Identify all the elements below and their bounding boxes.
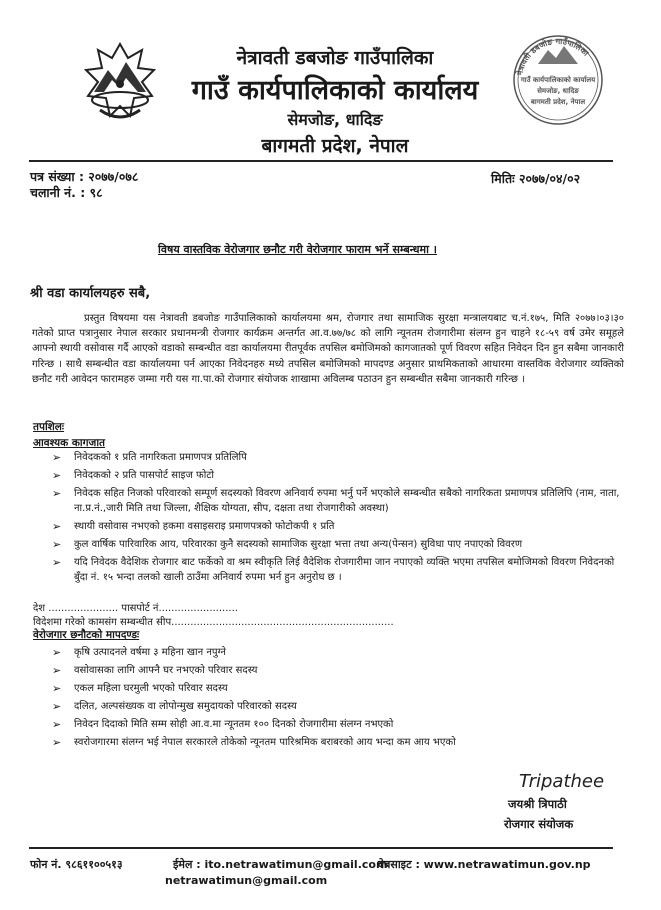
details-heading: तपशिलः [33, 421, 65, 433]
reference-number: पत्र संख्या : २०७७/०७८ [30, 169, 139, 184]
foreign-skill-fill-line: विदेशमा गरेको कामसंग सम्बन्धीत सीप...................................................................... [33, 617, 394, 628]
arrow-bullet-icon: ➢ [52, 487, 62, 500]
list-item: ➢ निवेदन दिदाको मिति सम्म सोही आ.व.मा न्यूनतम १०० दिनको रोजगारीमा संलग्न नभएको [52, 718, 394, 731]
seal-line-3: बागमती प्रदेश, नेपाल [530, 98, 586, 106]
footer-divider [29, 847, 613, 849]
list-item: ➢ वसोवासका लागि आफ्नै घर नभएको परिवार सदस्य [52, 664, 258, 677]
list-item: ➢ कुल वार्षिक पारिवारिक आय, परिवारका कुनै सदस्यको सामाजिक सुरक्षा भत्ता तथा अन्य(पेन्सन) सुविधा पाए नपाएको विवरण [52, 538, 523, 551]
seal-line-2: सेमजोङ, धादिङ [537, 87, 579, 95]
dispatch-number: चलानी नं. : ९८ [30, 185, 103, 200]
arrow-bullet-icon: ➢ [52, 718, 62, 731]
signatory-name: जयश्री त्रिपाठी [508, 797, 567, 811]
arrow-bullet-icon: ➢ [52, 556, 62, 569]
list-item: ➢ कृषि उत्पादनले वर्षमा ३ महिना खान नपुग्ने [52, 646, 226, 659]
municipality-emblem-logo [80, 40, 160, 130]
criteria-list [50, 645, 624, 753]
seal-line-1: गाउँ कार्यपालिकाको कार्यालय [520, 76, 596, 84]
province-name: बागमती प्रदेश, नेपाल [261, 135, 409, 157]
arrow-bullet-icon: ➢ [52, 700, 62, 713]
arrow-bullet-icon: ➢ [52, 664, 62, 677]
svg-text:Tripathee: Tripathee [519, 771, 605, 792]
list-item: ➢ निवेदकको १ प्रति नागरिकता प्रमाणपत्र प्रतिलिपि [52, 451, 247, 464]
list-item: ➢ स्थायी वसोवास नभएको हकमा वसाइसराइ प्रमाणपत्रको फोटोकपी १ प्रति [52, 520, 335, 533]
arrow-bullet-icon: ➢ [52, 538, 62, 551]
list-item: ➢ यदि निवेदक वैदेशिक रोजगार बाट फर्केको वा श्रम स्वीकृति लिई वैदेशिक रोजगारीमा जान नपाएको व्यक्ति भएमा तपसिल बमोजिमको विवरण निवेदनको बुँदा नं. १५ भन्दा तलको खाली ठाउँमा अनिवार्य रुपमा भर्न हुन अनुरोध छ । [52, 556, 615, 583]
list-item: ➢ एकल महिला घरमुली भएको परिवार सदस्य [52, 682, 228, 695]
letter-date: मितिः २०७७/०४/०२ [491, 171, 581, 186]
footer-email-secondary: netrawatimun@gmail.com [165, 874, 328, 887]
list-item: ➢ निवेदक सहित निजको परिवारको सम्पूर्ण सदस्यको विवरण अनिवार्य रुपमा भर्नु पर्ने भएकोले सम्बन्धीत सबैको नागरिकता प्रमाणपत्र प्रतिलिपि (नाम, नाता, ना.प्र.नं.,जारी मिति तथा जिल्ला, शैक्षिक योग्यता, सीप, दक्षता तथा रोजगारीको अवस्था) [52, 487, 620, 514]
arrow-bullet-icon: ➢ [52, 451, 62, 464]
seal-outer-text: नेत्रावती डबजोङ गाउँपालिका [515, 36, 591, 76]
signatory-title: रोजगार संयोजक [504, 817, 574, 831]
arrow-bullet-icon: ➢ [52, 646, 62, 659]
salutation: श्री वडा कार्यालयहरु सबै, [30, 286, 151, 301]
arrow-bullet-icon: ➢ [52, 736, 62, 749]
list-item: ➢ स्वरोजगारमा संलग्न भई नेपाल सरकारले तोकेको न्यूनतम पारिश्रमिक बराबरको आय भन्दा कम आय भएको [52, 736, 456, 749]
required-documents-heading: आवश्यक कागजात [33, 437, 106, 449]
footer-email: ईमेल : ito.netrawatimun@gmail.com [173, 858, 388, 871]
footer-website: वेबसाइट : www.netrawatimun.gov.np [378, 858, 591, 871]
handwritten-signature [515, 765, 605, 795]
list-item: ➢ निवेदकको २ प्रति पासपोर्ट साइज फोटो [52, 469, 214, 482]
footer-phone: फोन नं. ९८६११००५१३ [30, 858, 123, 871]
arrow-bullet-icon: ➢ [52, 520, 62, 533]
arrow-bullet-icon: ➢ [52, 682, 62, 695]
criteria-heading: वेरोजगार छनौटको मापदण्डः [33, 629, 140, 641]
office-name: गाउँ कार्यपालिकाको कार्यालय [191, 75, 479, 106]
office-location: सेमजोङ, धादिङ [287, 110, 383, 129]
letter-subject: विषय वास्तविक वेरोजगार छनौट गरी वेरोजगार फाराम भर्ने सम्बन्धमा । [158, 243, 437, 256]
office-seal-stamp [508, 20, 608, 138]
required-documents-list [50, 450, 624, 588]
arrow-bullet-icon: ➢ [52, 469, 62, 482]
body-paragraph: प्रस्तुत विषयमा यस नेत्रावती डबजोङ गाउँपालिकाको कार्यालयमा श्रम, रोजगार तथा सामाजिक सुरक्षा मन्त्रालयबाट च.नं.१७५, मिति २०७७।०३।३० गतेको प्राप्त पत्रानुसार नेपाल सरकार प्रधानमन्त्री रोजगार कार्यक्रम अन्तर्गत आ.व.७७/७८ को लागि न्यूनतम रोजगारीमा संलग्न हुन चाहने १८-५९ वर्ष उमेर समूहले आफ्नो स्थायी वसोवास गर्दै आएको वडाको सम्बन्धीत वडा कार्यालयमा रीतपूर्वक तपसिल बमोजिमको कागजातको पूर्ण विवरण सहित निवेदन दिन हुन सबैमा जानकारी गरिन्छ । साथै सम्बन्धीत वडा कार्यालयमा पर्न आएका निवेदनहरु मध्ये तपसिल बमोजिमको मापदण्ड अनुसार प्राथमिकताको आधारमा वास्तविक वेरोजगार व्यक्तिको छनौट गरी आवेदन फारामहरु जम्मा गरी यस गा.पा.को रोजगार संयोजक शाखामा अविलम्ब पठाउन हुन सम्बन्धीत सबैमा जानकारी गरिन्छ । [32, 313, 624, 385]
country-passport-fill-line: देश ...................... पासपोर्ट नं......................... [33, 603, 238, 614]
header-divider [29, 160, 613, 162]
list-item: ➢ दलित, अल्पसंख्यक वा लोपोन्मुख समुदायको परिवारको सदस्य [52, 700, 297, 713]
municipality-name: नेत्रावती डबजोङ गाउँपालिका [236, 47, 434, 69]
